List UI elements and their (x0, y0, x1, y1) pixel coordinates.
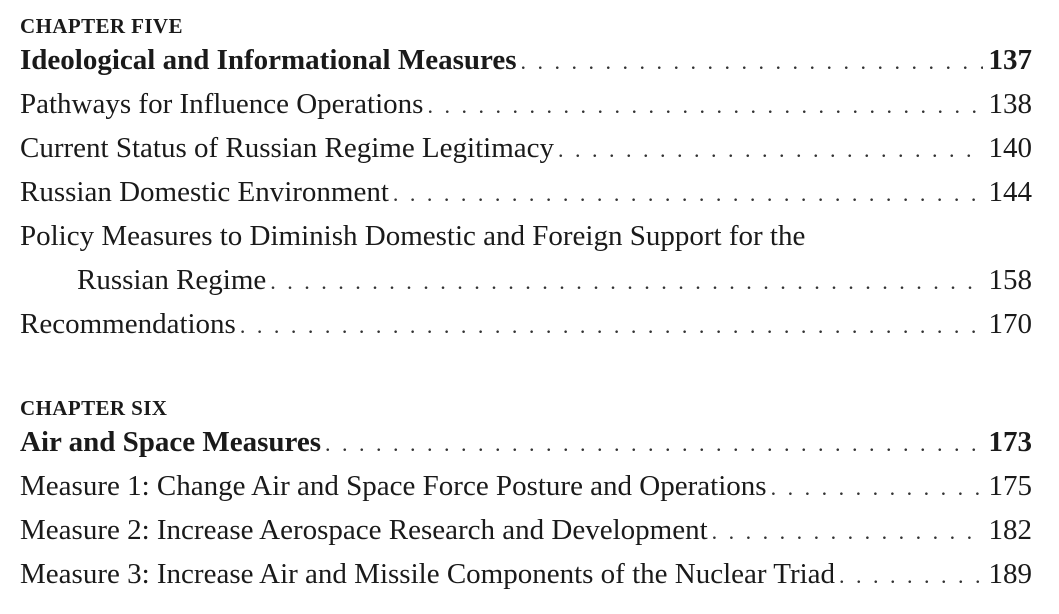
dot-leader (270, 260, 982, 304)
page-number: 182 (988, 514, 1032, 546)
dot-leader (839, 554, 982, 598)
page-number: 170 (988, 308, 1032, 340)
dot-leader (427, 84, 982, 128)
toc-entry-title-line1[interactable]: Policy Measures to Diminish Domestic and Foreign Support for the (20, 220, 806, 252)
toc-entry-title: Current Status of Russian Regime Legitimacy (20, 132, 554, 164)
toc-entry[interactable] (20, 126, 1032, 170)
toc-entry[interactable] (20, 302, 1032, 346)
toc-entry-title: Russian Domestic Environment (20, 176, 389, 208)
chapter-label: CHAPTER FIVE (20, 14, 183, 38)
dot-leader (240, 304, 983, 348)
page-number: 144 (988, 176, 1032, 208)
dot-leader (521, 40, 983, 84)
chapter-label: CHAPTER SIX (20, 396, 168, 420)
dot-leader (771, 466, 983, 510)
dot-leader (393, 172, 983, 216)
dot-leader (325, 422, 982, 466)
toc-entry[interactable] (20, 82, 1032, 126)
page-number: 137 (988, 44, 1032, 76)
page-number: 140 (988, 132, 1032, 164)
page-number: 189 (988, 558, 1032, 590)
page-number: 173 (988, 426, 1032, 458)
toc-entry-title: Measure 3: Increase Air and Missile Components of the Nuclear Triad (20, 558, 836, 590)
toc-entry[interactable] (20, 552, 1032, 596)
page-number: 158 (988, 264, 1032, 296)
toc-entry-title-line2: Russian Regime (77, 264, 267, 296)
toc-entry-title: Pathways for Influence Operations (20, 88, 424, 120)
toc-entry[interactable] (20, 508, 1032, 552)
page-number: 175 (988, 470, 1032, 502)
dot-leader (712, 510, 983, 554)
page-number: 138 (988, 88, 1032, 120)
chapter-heading-title: Ideological and Informational Measures (20, 44, 517, 76)
toc-entry-title: Measure 2: Increase Aerospace Research and Development (20, 514, 708, 546)
chapter-spacer (20, 346, 1032, 396)
chapter-heading-entry[interactable] (20, 420, 1032, 464)
toc-entry-title: Measure 1: Change Air and Space Force Posture and Operations (20, 470, 767, 502)
chapter-heading-entry[interactable] (20, 38, 1032, 82)
toc-entry-title: Recommendations (20, 308, 236, 340)
toc-entry[interactable] (20, 170, 1032, 214)
dot-leader (558, 128, 983, 172)
chapter-heading-title: Air and Space Measures (20, 426, 322, 458)
toc-entry[interactable] (20, 258, 1032, 302)
table-of-contents (20, 0, 1032, 596)
toc-entry[interactable] (20, 464, 1032, 508)
